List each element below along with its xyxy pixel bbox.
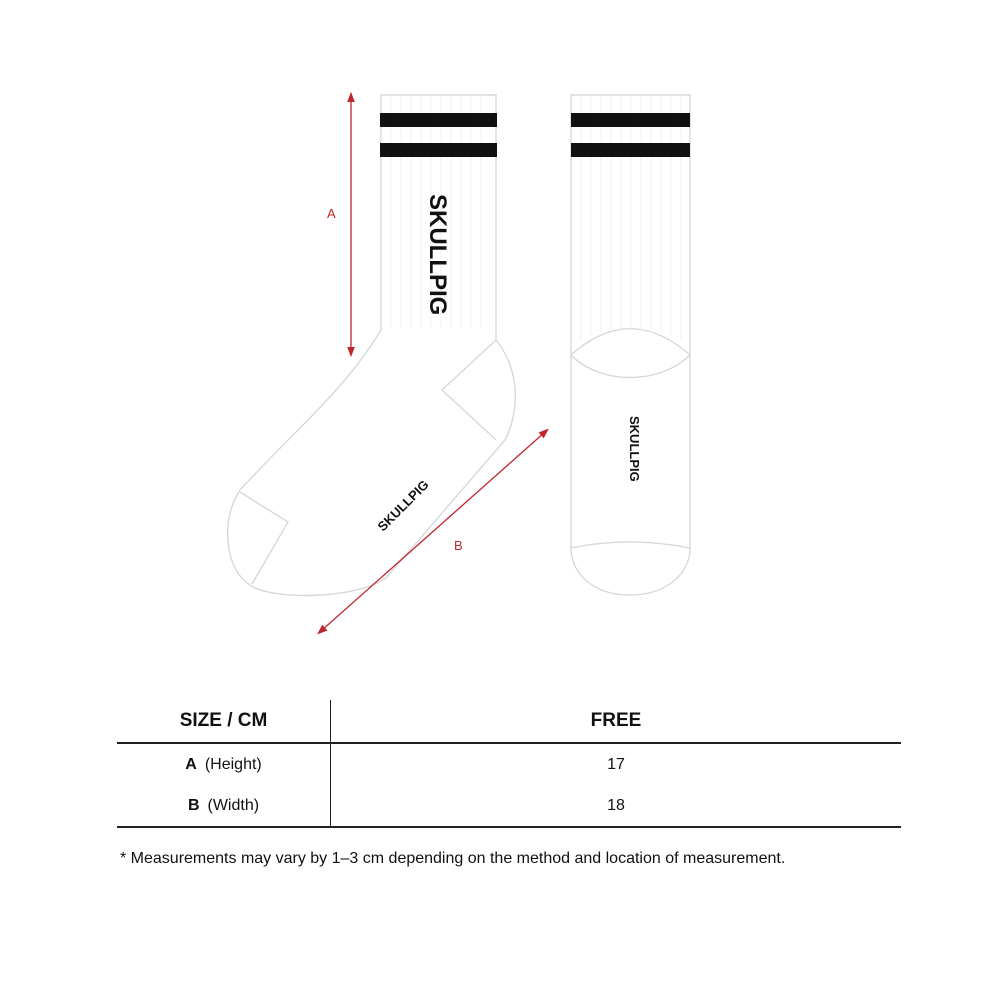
sock-front-heel-line <box>571 329 690 378</box>
sock-front-ribbing <box>581 95 681 340</box>
table-row <box>117 785 901 827</box>
sock-front-toe-line <box>571 542 690 548</box>
row-desc: (Height) <box>204 755 262 773</box>
sock-side-foot-logo: SKULLPIG <box>374 477 432 535</box>
row-value: 18 <box>331 785 902 827</box>
sock-front-stripe-top <box>571 113 690 127</box>
sock-side-stripe-bottom <box>380 143 497 157</box>
size-column-header: SIZE / CM <box>117 700 331 743</box>
sock-side-outline <box>228 95 516 595</box>
dimension-b-arrow <box>321 432 545 631</box>
dimension-b-label: B <box>454 538 463 553</box>
row-label <box>117 785 331 827</box>
row-key: B <box>187 796 200 814</box>
row-label <box>117 743 331 785</box>
row-desc: (Width) <box>207 796 260 814</box>
measurement-footnote: * Measurements may vary by 1–3 cm depending on the method and location of measurement. <box>120 850 786 867</box>
sock-side-stripe-top <box>380 113 497 127</box>
dimension-a-label: A <box>327 206 336 221</box>
sock-front-stripe-bottom <box>571 143 690 157</box>
sock-side-heel-line <box>442 340 496 440</box>
free-column-header: FREE <box>331 700 902 743</box>
row-value: 17 <box>607 755 625 773</box>
size-table-header <box>117 700 901 743</box>
sock-side-toe-line <box>240 492 288 584</box>
row-key: A <box>185 755 197 773</box>
sock-front-outline <box>571 95 690 595</box>
sock-side-leg-logo: SKULLPIG <box>424 194 451 316</box>
sock-front-logo: SKULLPIG <box>627 416 642 482</box>
table-row <box>117 743 901 785</box>
size-table <box>117 700 901 828</box>
sock-front-view <box>571 95 690 595</box>
sock-side-view <box>228 95 516 595</box>
